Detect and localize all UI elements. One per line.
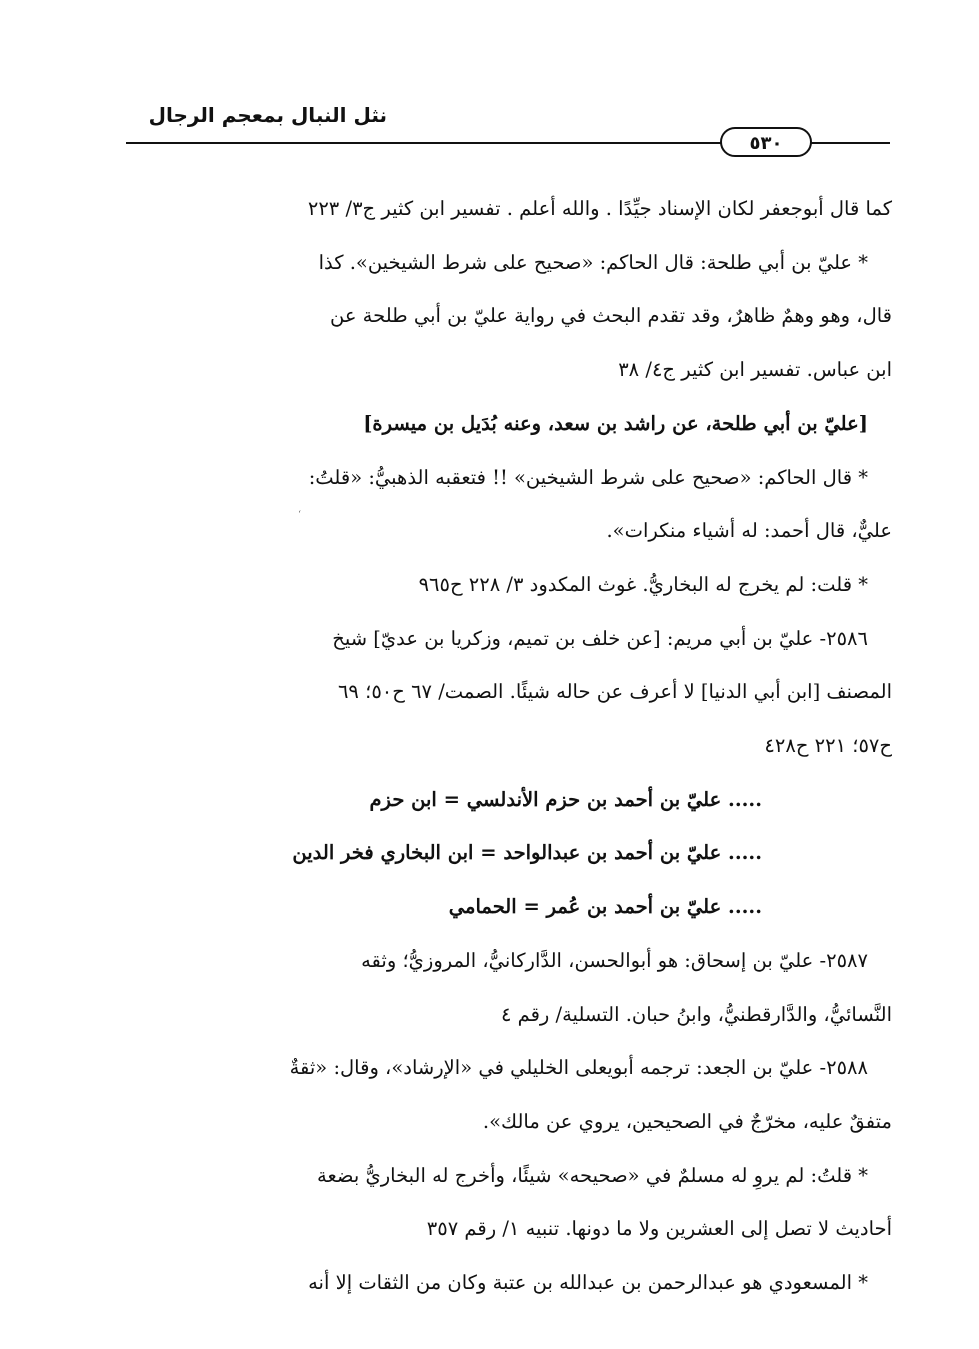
text-line: * قلتُ: لم يروِ له مسلمٌ في «صحيحه» شيئًا، وأخرج له البخاريُّ بضعة [317,1163,868,1187]
text-line: ..... عليّ بن أحمد بن عبدالواحد = ابن البخاري فخر الدين [292,841,762,865]
text-line: ح٥٧؛ ٢٢١ ح٤٢٨ [764,734,892,758]
page-number: ٥٣٠ [720,127,812,157]
text-line: ابن عباس. تفسير ابن كثير ج٤/ ٣٨ [618,358,892,382]
text-line: عليٌّ، قال أحمد: له أشياء منكرات». [606,519,892,543]
running-header-title: نثل النبال بمعجم الرجال [148,103,387,127]
text-line: * قلت: لم يخرج له البخاريُّ. غوث المكدود ٣/ ٢٢٨ ح٩٦٥ [418,572,868,596]
text-line: ..... عليّ بن أحمد بن عُمر = الحمامي [448,895,762,919]
stray-ink-mark: ʻ [298,510,301,520]
text-line: أحاديث لا تصل إلى العشرين ولا ما دونها. تنبيه ١/ رقم ٣٥٧ [426,1217,892,1241]
text-line: متفقٌ عليه، مخرّجٌ في الصحيحين، يروي عن مالك». [482,1109,892,1133]
text-line: * عليّ بن أبي طلحة: قال الحاكم: «صحيح على شرط الشيخين». كذا [318,250,868,274]
text-line: * المسعودي هو عبدالرحمن بن عبدالله بن عتبة وكان من الثقات إلا أنه [308,1271,868,1295]
text-line: ٢٥٨٦- عليّ بن أبي مريم: [عن خلف بن تميم، وزكريا بن عديّ] شيخ [332,626,868,650]
body-text [122,182,892,1310]
text-line: ..... عليّ بن أحمد بن حزم الأندلسي = ابن حزم [369,787,762,811]
text-line: النَّسائيُّ، والدَّارقطنيُّ، وابنُ حبان. التسلية/ رقم ٤ [500,1002,892,1026]
text-line: ٢٥٨٧- عليّ بن إسحاق: هو أبوالحسن، الدَّاركانيُّ، المروزيُّ؛ وثقه [361,948,868,972]
text-line: المصنف [ابن أبي الدنيا] لا أعرف عن حاله شيئًا. الصمت/ ٦٧ ح٥٠؛ ٦٩ [337,680,892,704]
text-line: قال، وهو وهمٌ ظاهرٌ، وقد تقدم البحث في رواية عليّ بن أبي طلحة عن [329,304,892,328]
text-line: * قال الحاكم: «صحيح على شرط الشيخين» !! فتعقبه الذهبيُّ: «قلتُ: [308,465,868,489]
text-line: [عليّ بن أبي طلحة، عن راشد بن سعد، وعنه بُدَيل بن ميسرة] [363,411,868,435]
text-line: كما قال أبوجعفر لكان الإسناد جيِّدًا . والله أعلم . تفسير ابن كثير ج٣/ ٢٢٣ [307,197,892,220]
text-line: ٢٥٨٨- عليّ بن الجعد: ترجمه أبويعلى الخليلي في «الإرشاد»، وقال: «ثقةٌ [289,1056,868,1080]
